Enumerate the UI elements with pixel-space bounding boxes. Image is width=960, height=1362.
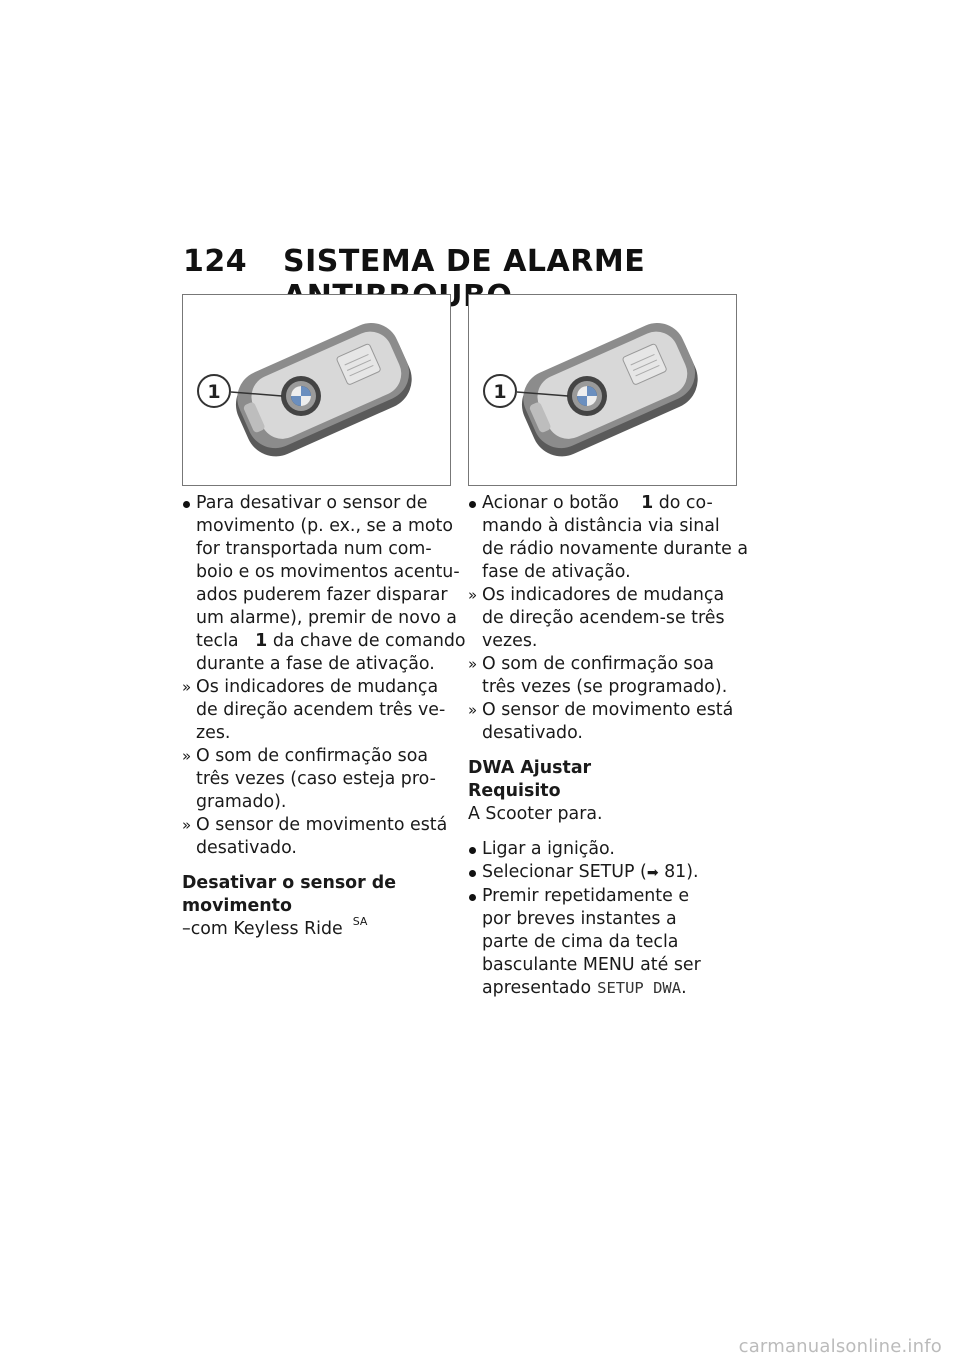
page-header [183,244,783,280]
list-item: » Os indicadores de mudança de direção acendem-se três vezes. [468,585,725,651]
list-item: Ligar a ignição. [482,839,615,859]
double-chevron-icon: » [468,655,478,673]
arrow-right-icon: ➡ [646,865,659,881]
list-item: » O som de confirmação soa três vezes (caso esteja pro- gramado). [182,746,436,812]
double-chevron-icon: » [468,701,478,719]
double-chevron-icon: » [468,586,478,604]
list-item: » O sensor de movimento está desativado. [182,815,448,858]
requirement-text: A Scooter para. [468,804,603,824]
list-item: » O sensor de movimento está desativado. [468,700,734,743]
double-chevron-icon: » [182,816,192,834]
special-accessory-badge: SA [352,915,368,928]
section-heading: Desativar o sensor de [182,873,396,893]
double-chevron-icon: » [182,747,192,765]
key-reference: 1 [641,493,654,513]
list-item: » Os indicadores de mudança de direção acendem três ve- zes. [182,677,446,743]
list-item: » O som de confirmação soa três vezes (se programado). [468,654,728,697]
double-chevron-icon: » [182,678,192,696]
key-fob-figure-right [468,294,737,486]
list-item: Premir repetidamente e por breves instantes a parte de cima da tecla basculante MENU até ser apresentado SETUP DWA. [482,886,701,998]
subsection-heading: Requisito [468,781,561,801]
list-item: Selecionar SETUP (➡ 81). [482,862,699,882]
key-fob-figure-left [182,294,451,486]
callout-1: 1 [493,381,507,403]
list-item: Acionar o botão 1 do co- mando à distância via sinal de rádio novamente durante a fase de ativação. [482,493,749,582]
list-item: Para desativar o sensor de movimento (p. ex., se a moto for transportada num com- boio e os movimentos acentu- ados puderem fazer disparar um alarme), premir de novo a tecla 1 da chave de comando durante a fase de ativação. [196,493,466,674]
callout-1: 1 [207,381,221,403]
section-heading: movimento [182,896,292,916]
right-column [468,492,749,1000]
display-text: SETUP DWA [597,979,682,997]
page-number: 124 [183,244,248,279]
left-column [182,492,466,942]
page-title: SISTEMA DE ALARME [283,244,646,279]
section-heading: DWA Ajustar [468,758,592,778]
key-fob-illustration [469,295,736,485]
key-fob-illustration [183,295,450,485]
watermark: carmanualsonline.info [738,1336,942,1357]
key-reference: 1 [255,631,268,651]
section-subtitle: –com Keyless Ride $^{SA}$ [182,915,368,939]
